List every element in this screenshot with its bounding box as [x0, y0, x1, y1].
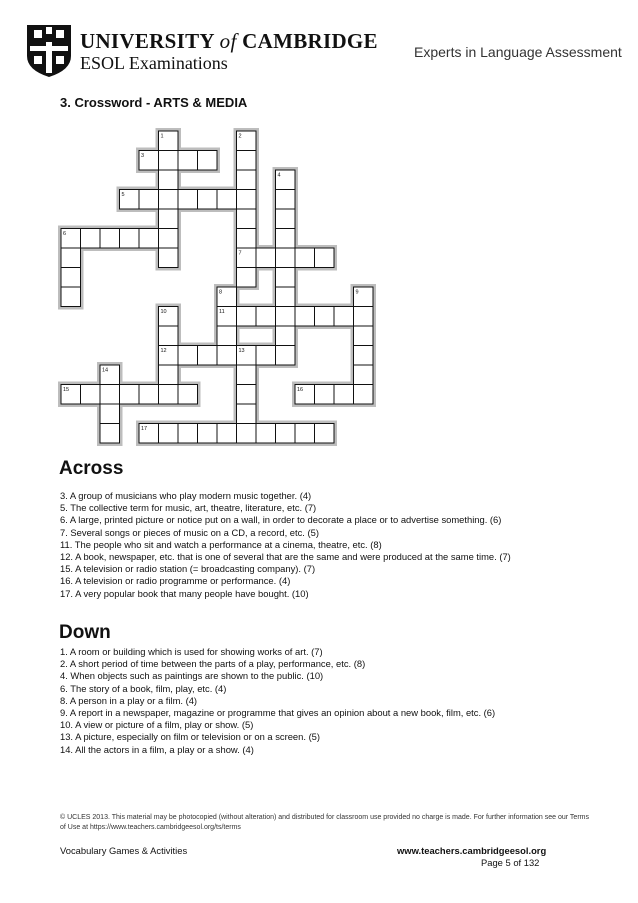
- grid-cell[interactable]: [159, 248, 179, 268]
- across-clue: 5. The collective term for music, art, theatre, literature, etc. (7): [60, 502, 317, 514]
- down-clue: 1. A room or building which is used for showing works of art. (7): [60, 646, 323, 657]
- grid-cell[interactable]: [100, 229, 120, 249]
- clue-number: 10: [160, 309, 167, 315]
- grid-cell[interactable]: [315, 307, 335, 327]
- grid-cell[interactable]: [315, 424, 335, 444]
- grid-cell[interactable]: [295, 248, 315, 268]
- grid-cell[interactable]: [237, 268, 257, 288]
- grid-cell[interactable]: [276, 268, 296, 288]
- clue-number: 1: [160, 133, 164, 140]
- grid-cell[interactable]: [217, 326, 237, 346]
- grid-cell[interactable]: [159, 170, 179, 190]
- grid-cell[interactable]: [217, 190, 237, 210]
- grid-cell[interactable]: [120, 229, 140, 249]
- clue-number: 15: [63, 387, 70, 393]
- grid-cell[interactable]: [237, 190, 257, 210]
- grid-cell[interactable]: [276, 287, 296, 307]
- down-clue: 14. All the actors in a film, a play or a show. (4): [60, 743, 254, 755]
- down-clue-list: [60, 646, 495, 756]
- grid-cell[interactable]: [354, 385, 374, 405]
- clue-number: 5: [121, 192, 125, 198]
- grid-cell[interactable]: [159, 365, 179, 385]
- grid-cell[interactable]: [276, 346, 296, 366]
- grid-cell[interactable]: [334, 385, 354, 405]
- grid-cell[interactable]: [276, 424, 296, 444]
- grid-cell[interactable]: [295, 307, 315, 327]
- grid-cell[interactable]: [159, 209, 179, 229]
- clue-number: 2: [238, 133, 242, 140]
- grid-cell[interactable]: [237, 209, 257, 229]
- grid-cell[interactable]: [256, 424, 276, 444]
- across-heading: Across: [59, 458, 124, 479]
- clue-number: 11: [219, 309, 225, 315]
- grid-cell[interactable]: [178, 151, 198, 171]
- grid-cell[interactable]: [334, 307, 354, 327]
- clue-number: 17: [141, 426, 148, 432]
- grid-cell[interactable]: [276, 307, 296, 327]
- clue-number: 8: [219, 289, 223, 296]
- page-number: Page 5 of 132: [481, 857, 540, 868]
- clue-number: 3: [141, 153, 145, 159]
- footer-title: Vocabulary Games & Activities: [60, 845, 188, 856]
- grid-cell[interactable]: [237, 404, 257, 424]
- clue-number: 12: [160, 348, 167, 354]
- grid-cell[interactable]: [217, 346, 237, 366]
- grid-cell[interactable]: [159, 151, 179, 171]
- copyright-notice: © UCLES 2013. This material may be photocopied (without alteration) and distributed for classroom use provided no charge is made. For further information see our Terms of Use at https://www.teachers.cambridgeesol.org/ts/terms: [60, 814, 589, 831]
- tagline: Experts in Language Assessment: [414, 44, 622, 60]
- grid-cell[interactable]: [198, 151, 218, 171]
- grid-cell[interactable]: [237, 170, 257, 190]
- grid-cell[interactable]: [198, 424, 218, 444]
- across-clue: 6. A large, printed picture or notice put on a wall, in order to decorate a place or to advertise something. (6): [60, 514, 502, 526]
- grid-cell[interactable]: [100, 424, 120, 444]
- grid-cell[interactable]: [217, 424, 237, 444]
- footer-url[interactable]: www.teachers.cambridgeesol.org: [397, 845, 547, 856]
- grid-cell[interactable]: [237, 307, 257, 327]
- grid-cell[interactable]: [354, 346, 374, 366]
- down-clue: 4. When objects such as paintings are shown to the public. (10): [60, 670, 324, 682]
- clue-number: 6: [63, 231, 67, 237]
- across-clue: 16. A television or radio programme or performance. (4): [60, 575, 291, 587]
- grid-cell[interactable]: [159, 190, 179, 210]
- grid-cell[interactable]: [61, 287, 81, 307]
- grid-cell[interactable]: [237, 151, 257, 171]
- grid-cell[interactable]: [237, 424, 257, 444]
- down-clue: 10. A view or picture of a film, play or show. (5): [60, 719, 254, 731]
- university-name: UNIVERSITY of CAMBRIDGE: [80, 29, 378, 53]
- grid-cell[interactable]: [276, 229, 296, 249]
- clue-number: 7: [238, 250, 242, 257]
- across-clue: 12. A book, newspaper, etc. that is one of several that are the same and were produced at the same time. (7): [60, 551, 511, 563]
- clue-number: 9: [355, 289, 359, 296]
- across-clue: 3. A group of musicians who play modern music together. (4): [60, 490, 312, 501]
- grid-cell[interactable]: [237, 229, 257, 249]
- grid-cell[interactable]: [100, 385, 120, 405]
- across-clue-list: [60, 490, 511, 600]
- clue-number: 13: [238, 348, 245, 354]
- down-clue: 6. The story of a book, film, play, etc. (4): [60, 682, 227, 694]
- grid-cell[interactable]: [276, 326, 296, 346]
- grid-cell[interactable]: [139, 190, 159, 210]
- grid-cell[interactable]: [256, 307, 276, 327]
- grid-cell[interactable]: [295, 424, 315, 444]
- grid-cell[interactable]: [159, 385, 179, 405]
- grid-cell[interactable]: [139, 229, 159, 249]
- grid-cell[interactable]: [354, 365, 374, 385]
- grid-cell[interactable]: [61, 268, 81, 288]
- clue-number: 4: [277, 172, 281, 179]
- grid-cell[interactable]: [159, 424, 179, 444]
- esol-examinations: ESOL Examinations: [80, 53, 228, 73]
- grid-cell[interactable]: [120, 385, 140, 405]
- grid-cell[interactable]: [315, 248, 335, 268]
- grid-cell[interactable]: [178, 424, 198, 444]
- grid-cell[interactable]: [178, 385, 198, 405]
- across-clue: 15. A television or radio station (= broadcasting company). (7): [60, 563, 316, 575]
- grid-cell[interactable]: [100, 404, 120, 424]
- grid-cell[interactable]: [354, 326, 374, 346]
- grid-cell[interactable]: [237, 365, 257, 385]
- grid-cell[interactable]: [354, 307, 374, 327]
- grid-cell[interactable]: [276, 190, 296, 210]
- grid-cell[interactable]: [178, 346, 198, 366]
- grid-cell[interactable]: [256, 346, 276, 366]
- clue-number: 14: [102, 367, 109, 374]
- grid-cell[interactable]: [81, 229, 101, 249]
- grid-cell[interactable]: [81, 385, 101, 405]
- grid-cell[interactable]: [139, 385, 159, 405]
- grid-cell[interactable]: [256, 248, 276, 268]
- grid-cell[interactable]: [237, 385, 257, 405]
- down-clue: 9. A report in a newspaper, magazine or programme that gives an opinion about a new book, film, etc. (6): [60, 707, 496, 719]
- across-clue: 7. Several songs or pieces of music on a CD, a record, etc. (5): [60, 526, 319, 538]
- down-clue: 2. A short period of time between the parts of a play, performance, etc. (8): [60, 658, 366, 670]
- grid-cell[interactable]: [159, 326, 179, 346]
- clue-number: 16: [297, 387, 304, 393]
- grid-cell[interactable]: [178, 190, 198, 210]
- down-clue: 13. A picture, especially on film or television or on a screen. (5): [60, 731, 321, 743]
- exercise-title: 3. Crossword - ARTS & MEDIA: [60, 95, 248, 110]
- across-clue: 17. A very popular book that many people have bought. (10): [60, 587, 309, 599]
- grid-cell[interactable]: [276, 209, 296, 229]
- across-clue: 11. The people who sit and watch a performance at a cinema, theatre, etc. (8): [60, 538, 382, 550]
- grid-cell[interactable]: [198, 190, 218, 210]
- down-clue: 8. A person in a play or a film. (4): [60, 694, 198, 706]
- grid-cell[interactable]: [61, 248, 81, 268]
- grid-cell[interactable]: [159, 229, 179, 249]
- grid-cell[interactable]: [198, 346, 218, 366]
- grid-cell[interactable]: [276, 248, 296, 268]
- grid-cell[interactable]: [315, 385, 335, 405]
- down-heading: Down: [59, 622, 111, 643]
